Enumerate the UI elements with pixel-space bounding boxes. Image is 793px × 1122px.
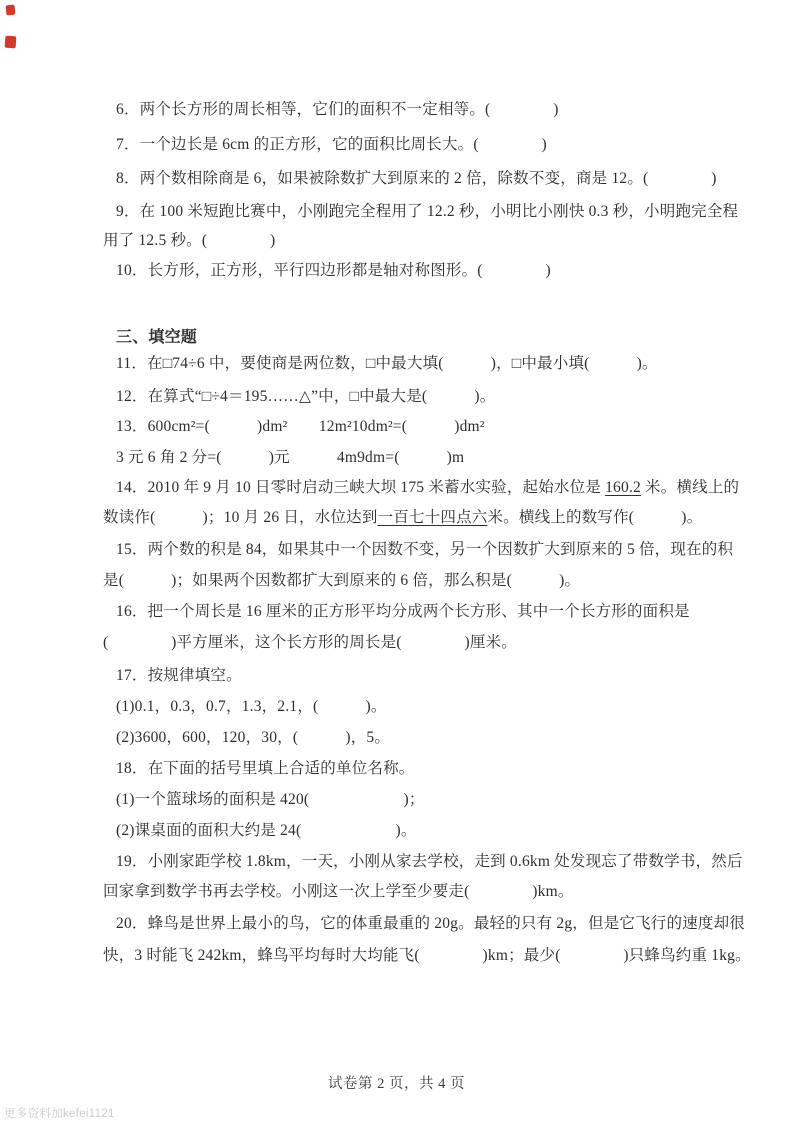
red-stamp-mark-icon (5, 36, 17, 49)
question-11: 11．在□74÷6 中，要使商是两位数，□中最大填( )，□中最小填( )。 (116, 355, 658, 372)
question-7: 7．一个边长是 6cm 的正方形，它的面积比周长大。( ) (116, 136, 547, 153)
question-17-sub-1: (1)0.1，0.3，0.7，1.3，2.1，( )。 (116, 698, 387, 715)
question-15-line-2: 是( )；如果两个因数都扩大到原来的 6 倍，那么积是( )。 (103, 572, 581, 589)
question-20-line-2: 快，3 时能飞 242km，蜂鸟平均每时大均能飞( )km；最少( )只蜂鸟约重 1kg。 (103, 947, 751, 964)
question-14-line-2 (103, 509, 702, 527)
question-13-line-1: 13．600cm²=( )dm² 12m²10dm²=( )dm² (116, 418, 485, 435)
question-19-line-2: 回家拿到数学书再去学校。小刚这一次上学至少要走( )km。 (103, 883, 574, 900)
question-20-line-1: 20．蜂鸟是世界上最小的鸟，它的体重最重的 20g。最轻的只有 2g，但是它飞行的速度却很 (116, 915, 746, 932)
question-14-text: 米。横线上的 (640, 479, 740, 496)
question-17-sub-2: (2)3600，600，120，30，( )，5。 (116, 729, 391, 746)
question-9-line-2: 用了 12.5 秒。( ) (103, 232, 276, 249)
question-14-text: 米。横线上的数写作( )。 (487, 509, 703, 526)
red-stamp-mark-icon (6, 5, 16, 16)
question-8: 8．两个数相除商是 6，如果被除数扩大到原来的 2 倍，除数不变，商是 12。( ) (116, 170, 717, 187)
section-heading-fill-in-blanks: 三、填空题 (116, 329, 198, 346)
question-19-line-1: 19．小刚家距学校 1.8km，一天，小刚从家去学校，走到 0.6km 处发现忘了带数学书，然后 (116, 853, 743, 870)
question-9-line-1: 9．在 100 米短跑比赛中，小刚跑完全程用了 12.2 秒，小明比小刚快 0.3 秒，小明跑完全程 (116, 203, 739, 220)
question-18-sub-1: (1)一个篮球场的面积是 420( )； (116, 791, 425, 808)
page-footer: 试卷第 2 页，共 4 页 (328, 1076, 465, 1092)
question-14-text: 数读作( )；10 月 26 日，水位达到 (103, 509, 378, 526)
question-13-line-2: 3 元 6 角 2 分=( )元 4m9dm=( )m (116, 449, 465, 466)
underlined-number: 160.2 (605, 479, 641, 496)
question-14-line-1 (116, 479, 739, 497)
watermark: 更多资料加kefei1121 (4, 1108, 115, 1120)
question-12: 12．在算式“□÷4＝195……△”中，□中最大是( )。 (116, 388, 496, 405)
underlined-number-words: 一百七十四点六 (377, 509, 488, 526)
question-15-line-1: 15．两个数的积是 84，如果其中一个因数不变，另一个因数扩大到原来的 5 倍，现在的积 (116, 541, 734, 558)
question-18-sub-2: (2)课桌面的面积大约是 24( )。 (116, 822, 417, 839)
question-16-line-1: 16．把一个周长是 16 厘米的正方形平均分成两个长方形、其中一个长方形的面积是 (116, 603, 690, 620)
question-10: 10．长方形，正方形，平行四边形都是轴对称图形。( ) (116, 262, 551, 279)
question-16-line-2: ( )平方厘米，这个长方形的周长是( )厘米。 (103, 634, 517, 651)
question-18: 18．在下面的括号里填上合适的单位名称。 (116, 760, 415, 777)
question-6: 6．两个长方形的周长相等，它们的面积不一定相等。( ) (116, 101, 559, 118)
question-17: 17．按规律填空。 (116, 667, 242, 684)
question-14-text: 14．2010 年 9 月 10 日零时启动三峡大坝 175 米蓄水实验，起始水位是 (116, 479, 606, 496)
